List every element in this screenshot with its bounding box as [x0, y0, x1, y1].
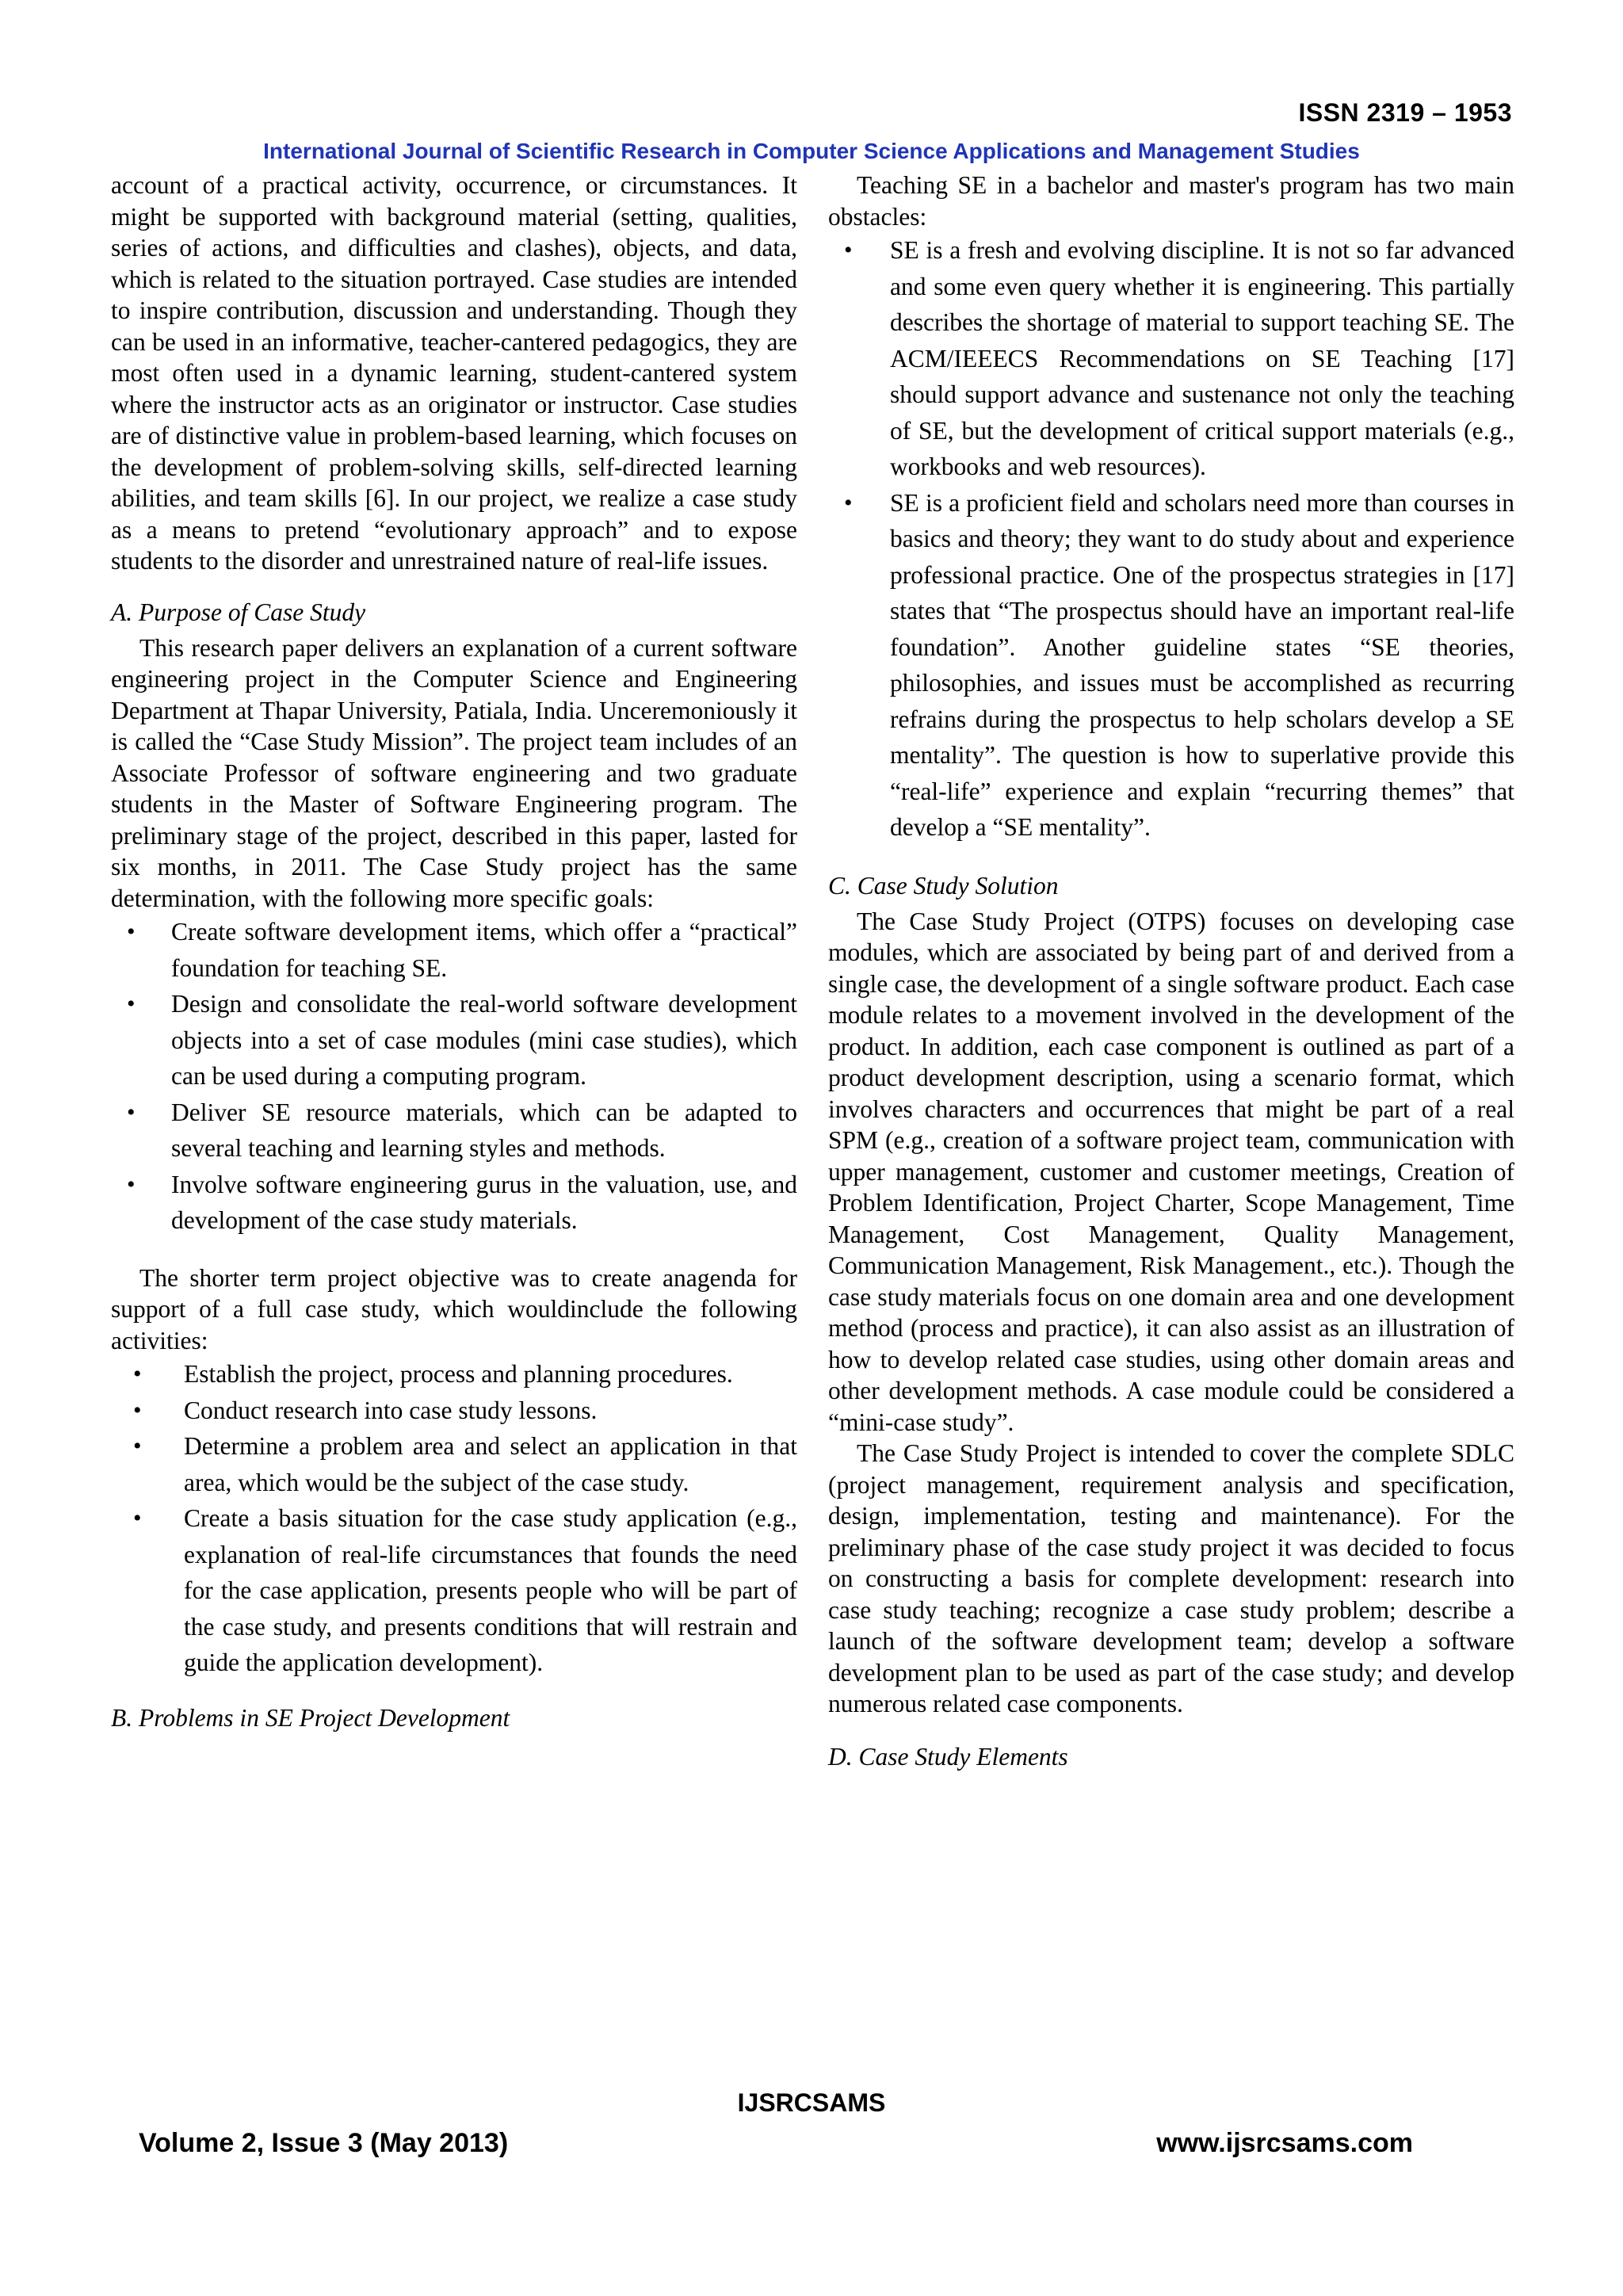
- right-paragraph-2: The Case Study Project (OTPS) focuses on developing case modules, which are associated by being part of and derived from a single case, the development of a single software product. Each case module relates to a movement involved in the development of the product. In addition, each case component is outlined as part of a product development description, using a scenario format, which involves characters and occurrences that might be part of a real SPM (e.g., creation of a software project team, communication with upper management, customer and customer meetings, Creation of Problem Identification, Project Charter, Scope Management, Time Management, Cost Management, Quality Management, Communication Management, Risk Management., etc.). Though the case study materials focus on one domain area and one development method (process and practice), it can also assist as an illustration of how to develop related case studies, using other domain areas and other development methods. A case module could be considered a “mini-case study”.: [828, 907, 1514, 1436]
- list-item: • Establish the project, process and planning procedures.: [111, 1356, 797, 1392]
- goals-list: [111, 914, 797, 1239]
- list-item: • Conduct research into case study lessons.: [111, 1392, 797, 1429]
- section-heading-d: D. Case Study Elements: [828, 1742, 1068, 1771]
- list-item: • Create software development items, which offer a “practical” foundation for teaching SE.: [111, 914, 797, 986]
- left-paragraph-1: account of a practical activity, occurrence, or circumstances. It might be supported with background material (setting, qualities, series of actions, and difficulties and clashes), objects, and data, which is related to the situation portrayed. Case studies are intended to inspire contribution, discussion and understanding. Though they can be used in an informative, teacher-cantered pedagogics, they are most often used in a dynamic learning, student-cantered system where the instructor acts as an originator or instructor. Case studies are of distinctive value in problem-based learning, which focuses on the development of problem-solving skills, self-directed learning abilities, and team skills [6]. In our project, we realize a case study as a means to pretend “evolutionary approach” and to expose students to the disorder and unrestrained nature of real-life issues.: [111, 171, 797, 575]
- section-heading-c: C. Case Study Solution: [828, 871, 1059, 900]
- section-heading-b: B. Problems in SE Project Development: [111, 1703, 510, 1732]
- footer-journal-abbrev: IJSRCSAMS: [737, 2088, 886, 2117]
- obstacles-list: [828, 232, 1514, 846]
- issn-label: ISSN 2319 – 1953: [1298, 98, 1512, 127]
- left-column: [111, 170, 797, 1735]
- right-paragraph-1: Teaching SE in a bachelor and master's program has two main obstacles:: [828, 171, 1514, 231]
- list-item: • Design and consolidate the real-world software development objects into a set of case modules (mini case studies), which can be used during a computing program.: [111, 986, 797, 1095]
- section-heading-a: A. Purpose of Case Study: [111, 598, 366, 626]
- activities-list: [111, 1356, 797, 1681]
- left-paragraph-2: This research paper delivers an explanation of a current software engineering project in the Computer Science and Engineering Department at Thapar University, Patiala, India. Unceremoniously it is called the “Case Study Mission”. The project team includes of an Associate Professor of software engineering and two graduate students in the Master of Software Engineering program. The preliminary stage of the project, described in this paper, lasted for six months, in 2011. The Case Study project has the same determination, with the following more specific goals:: [111, 633, 797, 912]
- left-paragraph-3: The shorter term project objective was to create anagenda for support of a full case study, which wouldinclude the following activities:: [111, 1263, 797, 1354]
- right-paragraph-3: The Case Study Project is intended to cover the complete SDLC (project management, requirement analysis and specification, design, implementation, testing and maintenance). For the preliminary phase of the case study project it was decided to focus on constructing a basis for complete development: research into case study teaching; recognize a case study problem; describe a launch of the software development team; develop a software development plan to be used as part of the case study; and develop numerous related case components.: [828, 1439, 1514, 1717]
- list-item: • SE is a proficient field and scholars need more than courses in basics and theory; they want to do study about and experience professional practice. One of the prospectus strategies in [17] states that “The prospectus should have an important real-life foundation”. Another guideline states “SE theories, philosophies, and issues must be accomplished as recurring refrains during the prospectus to help scholars develop a SE mentality”. The question is how to superlative provide this “real-life” experience and explain “recurring themes” that develop a “SE mentality”.: [828, 485, 1514, 846]
- list-item: • Create a basis situation for the case study application (e.g., explanation of real-life circumstances that founds the need for the case application, presents people who will be part of the case study, and presents conditions that will restrain and guide the application development).: [111, 1500, 797, 1681]
- journal-title: International Journal of Scientific Research in Computer Science Applications and Management Studies: [263, 139, 1360, 163]
- right-column: [828, 170, 1514, 1774]
- footer-volume: Volume 2, Issue 3 (May 2013): [139, 2128, 509, 2158]
- footer-website: www.ijsrcsams.com: [1156, 2128, 1413, 2158]
- list-item: • Deliver SE resource materials, which can be adapted to several teaching and learning styles and methods.: [111, 1095, 797, 1167]
- list-item: • SE is a fresh and evolving discipline. It is not so far advanced and some even query whether it is engineering. This partially describes the shortage of material to support teaching SE. The ACM/IEEECS Recommendations on SE Teaching [17] should support advance and sustenance not only the teaching of SE, but the development of critical support materials (e.g., workbooks and web resources).: [828, 232, 1514, 485]
- list-item: • Determine a problem area and select an application in that area, which would be the subject of the case study.: [111, 1428, 797, 1500]
- list-item: • Involve software engineering gurus in the valuation, use, and development of the case study materials.: [111, 1167, 797, 1239]
